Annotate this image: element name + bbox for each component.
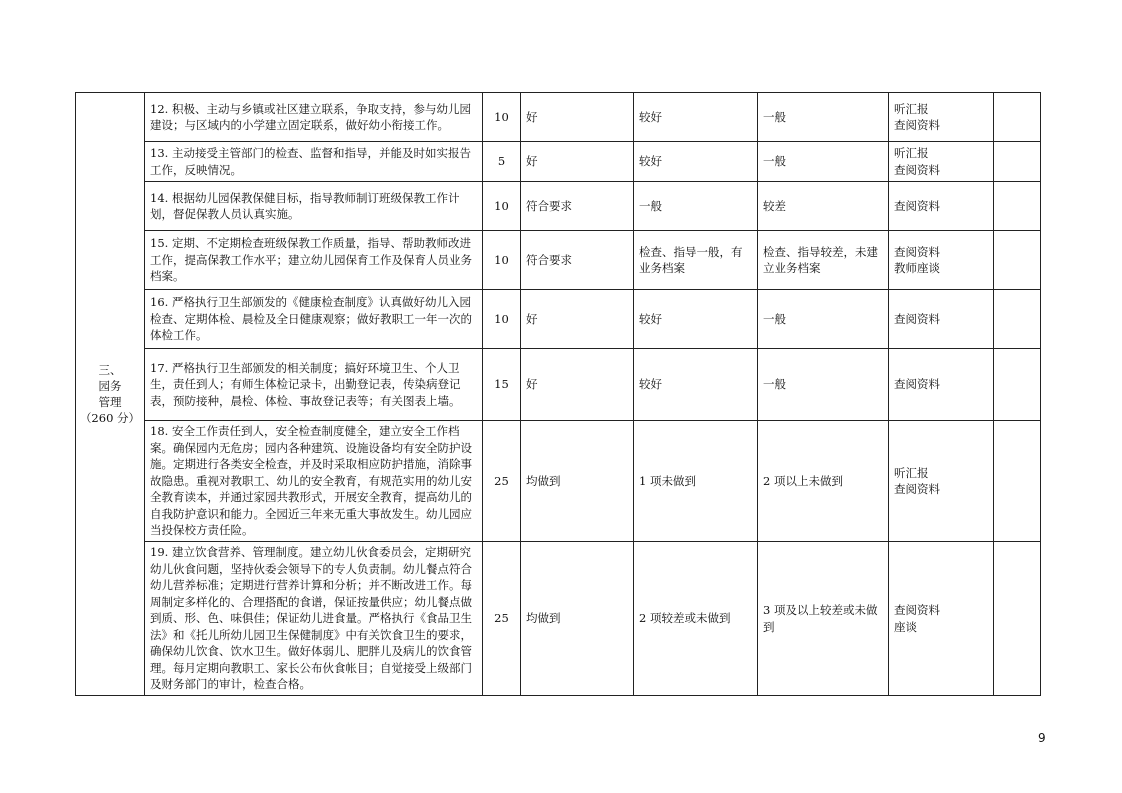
level-a-cell (521, 93, 634, 142)
page-number: 9 (1038, 731, 1046, 745)
method-cell (889, 349, 994, 421)
score-text: 5 (497, 154, 506, 169)
level-b-cell (634, 349, 758, 421)
score-cell (483, 93, 521, 142)
criteria-text: 15. 定期、不定期检查班级保教工作质量，指导、帮助教师改进工作，提高保教工作水平；建立幼儿园保育工作及保育人员业务档案。 (150, 236, 472, 284)
level-a-cell (521, 349, 634, 421)
table-row (76, 421, 1041, 542)
level-a-text: 符合要求 (526, 252, 572, 267)
method-text: 查阅资料 教师座谈 (894, 244, 940, 275)
table-row (76, 290, 1041, 349)
score-cell (483, 421, 521, 542)
level-b-text: 检查、指导一般，有业务档案 (639, 244, 743, 275)
criteria-text: 19. 建立饮食营养、管理制度。建立幼儿伙食委员会，定期研究幼儿伙食问题，坚持伙委会领导下的专人负责制。幼儿餐点符合幼儿营养标准；定期进行营养计算和分析；并不断改进工作。每周制定多样化的、合理搭配的食谱，保证按量供应；幼儿餐点做到质、形、色、味俱佳；保证幼儿进食量。严格执行《食品卫生法》和《托儿所幼儿园卫生保健制度》中有关饮食卫生的要求，确保幼儿饮食、饮水卫生。做好体弱儿、肥胖儿及病儿的饮食管理。每月定期向教职工、家长公布伙食帐目；自觉接受上级部门及财务部门的审计，检查合格。 (150, 545, 472, 692)
method-cell (889, 421, 994, 542)
score-text: 10 (494, 311, 509, 326)
level-a-cell (521, 542, 634, 696)
table-row (76, 542, 1041, 696)
level-b-cell (634, 182, 758, 231)
level-c-text: 3 项及以上较差或未做到 (763, 603, 878, 634)
criteria-text: 13. 主动接受主管部门的检查、监督和指导，并能及时如实报告工作，反映情况。 (150, 146, 471, 177)
level-b-cell (634, 231, 758, 290)
level-c-text: 2 项以上未做到 (763, 473, 843, 488)
criteria-text: 18. 安全工作责任到人，安全检查制度健全，建立安全工作档案。确保园内无危房；园内各种建筑、设施设备均有安全防护设施。定期进行各类安全检查，并及时采取相应防护措施，消除事故隐患。重视对教职工、幼儿的安全教育，有规范实用的幼儿安全教育读本，并通过家园共教形式，开展安全教育，提高幼儿的自我防护意识和能力。全园近三年来无重大事故发生。幼儿园应当投保校方责任险。 (150, 424, 472, 538)
table-row (76, 93, 1041, 142)
score-text: 10 (494, 109, 509, 124)
level-b-cell (634, 421, 758, 542)
level-b-cell (634, 142, 758, 182)
table-row (76, 231, 1041, 290)
criteria-cell (145, 182, 483, 231)
level-b-text: 较好 (639, 154, 662, 169)
level-a-text: 好 (526, 377, 538, 392)
score-cell (483, 542, 521, 696)
criteria-text: 16. 严格执行卫生部颁发的《健康检查制度》认真做好幼儿入园检查、定期体检、晨检及全日健康观察；做好教职工一年一次的体检工作。 (150, 295, 472, 343)
level-b-text: 2 项较差或未做到 (639, 611, 731, 626)
method-cell (889, 182, 994, 231)
level-a-cell (521, 231, 634, 290)
level-c-text: 一般 (763, 109, 786, 124)
level-c-text: 检查、指导较差，未建立业务档案 (763, 244, 878, 275)
remark-cell (994, 182, 1041, 231)
level-a-text: 好 (526, 311, 538, 326)
level-c-cell (758, 290, 889, 349)
score-cell (483, 182, 521, 231)
remark-cell (994, 93, 1041, 142)
level-c-text: 较差 (763, 198, 786, 213)
level-c-cell (758, 349, 889, 421)
level-b-text: 较好 (639, 377, 662, 392)
method-cell (889, 231, 994, 290)
level-a-cell (521, 142, 634, 182)
criteria-cell (145, 231, 483, 290)
level-c-cell (758, 542, 889, 696)
score-text: 25 (494, 611, 509, 626)
criteria-cell (145, 142, 483, 182)
method-cell (889, 93, 994, 142)
level-c-text: 一般 (763, 377, 786, 392)
criteria-text: 14. 根据幼儿园保教保健目标，指导教师制订班级保教工作计划，督促保教人员认真实施。 (150, 190, 460, 221)
criteria-cell (145, 93, 483, 142)
score-cell (483, 142, 521, 182)
category-label: 三、 园务 管理 （260 分） (79, 363, 141, 425)
table-body (76, 93, 1041, 696)
score-text: 10 (494, 198, 509, 213)
level-c-cell (758, 421, 889, 542)
score-cell (483, 290, 521, 349)
method-cell (889, 290, 994, 349)
level-c-text: 一般 (763, 154, 786, 169)
level-b-text: 较好 (639, 311, 662, 326)
method-text: 查阅资料 (894, 377, 940, 392)
level-a-cell (521, 290, 634, 349)
score-cell (483, 349, 521, 421)
criteria-cell (145, 349, 483, 421)
table-row (76, 182, 1041, 231)
score-text: 10 (494, 252, 509, 267)
level-b-text: 1 项未做到 (639, 473, 696, 488)
level-a-cell (521, 421, 634, 542)
level-b-text: 一般 (639, 198, 662, 213)
level-b-cell (634, 290, 758, 349)
remark-cell (994, 231, 1041, 290)
method-text: 听汇报 查阅资料 (894, 465, 940, 496)
level-b-cell (634, 93, 758, 142)
method-text: 听汇报 查阅资料 (894, 146, 940, 177)
table-row (76, 349, 1041, 421)
remark-cell (994, 290, 1041, 349)
remark-cell (994, 421, 1041, 542)
table-row (76, 142, 1041, 182)
remark-cell (994, 349, 1041, 421)
remark-cell (994, 542, 1041, 696)
level-c-cell (758, 142, 889, 182)
level-c-cell (758, 182, 889, 231)
remark-cell (994, 142, 1041, 182)
method-text: 查阅资料 (894, 311, 940, 326)
score-text: 15 (494, 377, 509, 392)
criteria-text: 12. 积极、主动与乡镇或社区建立联系，争取支持，参与幼儿园建设；与区域内的小学建立固定联系，做好幼小衔接工作。 (150, 101, 471, 132)
level-c-text: 一般 (763, 311, 786, 326)
category-cell (76, 93, 145, 696)
method-text: 听汇报 查阅资料 (894, 101, 940, 132)
evaluation-table (75, 92, 1041, 696)
level-b-text: 较好 (639, 109, 662, 124)
method-text: 查阅资料 (894, 198, 940, 213)
level-a-text: 好 (526, 109, 538, 124)
level-b-cell (634, 542, 758, 696)
score-cell (483, 231, 521, 290)
criteria-cell (145, 421, 483, 542)
criteria-cell (145, 290, 483, 349)
method-text: 查阅资料 座谈 (894, 603, 940, 634)
score-text: 25 (494, 473, 509, 488)
level-a-text: 好 (526, 154, 538, 169)
level-a-cell (521, 182, 634, 231)
method-cell (889, 542, 994, 696)
level-a-text: 均做到 (526, 473, 561, 488)
method-cell (889, 142, 994, 182)
criteria-text: 17. 严格执行卫生部颁发的相关制度；搞好环境卫生、个人卫生，责任到人；有师生体检记录卡，出勤登记表，传染病登记表，预防接种，晨检、体检、事故登记表等；有关图表上墙。 (150, 360, 461, 408)
criteria-cell (145, 542, 483, 696)
level-c-cell (758, 231, 889, 290)
level-a-text: 均做到 (526, 611, 561, 626)
level-a-text: 符合要求 (526, 198, 572, 213)
level-c-cell (758, 93, 889, 142)
